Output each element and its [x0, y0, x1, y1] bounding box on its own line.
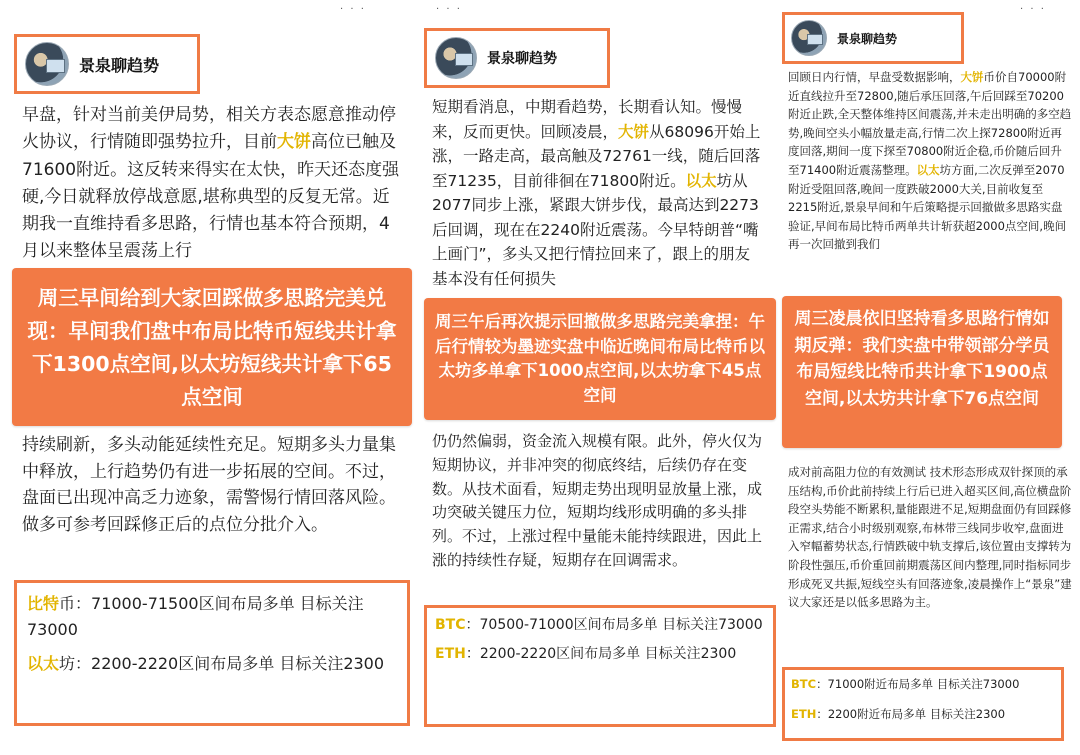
- eth-target: ETH：2200-2220区间布局多单 目标关注2300: [435, 646, 737, 662]
- avatar: [25, 42, 69, 86]
- post-paragraph-1: 早盘，针对当前美伊局势，相关方表态愿意推动停火协议，行情随即强势拉升，目前大饼高位已触及71600附近。这反转来得实在太快，昨天还态度强硬,今日就释放停战意愿,堪称典型的反复无常。近期我一直维持看多思路，行情也基本符合预期，4月以来整体呈震荡上行: [22, 105, 400, 262]
- coin-label-eth: ETH: [791, 707, 817, 721]
- coin-label-btc: BTC: [435, 617, 466, 633]
- btc-target: BTC：71000附近布局多单 目标关注73000: [791, 677, 1020, 691]
- avatar: [791, 20, 827, 56]
- eth-target: ETH：2200附近布局多单 目标关注2300: [791, 707, 1006, 721]
- author-header: [782, 12, 964, 64]
- post-paragraph-2: 成对前高阻力位的有效测试 技术形态形成双针探顶的承压结构,币价此前持续上行后已进入超买区间,高位横盘阶段空头势能不断累积,量能跟进不足,短期盘面仍有回踩修正需求,结合小时级别观察,布林带三线同步收窄,盘面进入窄幅蓄势状态,行情跌破中轨支撑后,该位置由支撑转为阶段性强压,币价重回前期震荡区间内整理,同时指标同步形成死叉共振,短线空头有回落迹象,凌晨操作上“景泉”建议大家还是以低多思路为主。: [788, 465, 1072, 610]
- top-marks: · · ·: [436, 4, 462, 15]
- coin-label-btc: 比特: [27, 594, 60, 613]
- top-marks: · · ·: [1020, 4, 1046, 15]
- trade-targets-box: [782, 667, 1064, 741]
- post-paragraph-1: 短期看消息，中期看趋势，长期看认知。慢慢来，反而更快。回顾凌晨，大饼从68096开始上涨，一路走高，最高触及72761一线，随后回落至71235，目前徘徊在71800附近。以太坊从2077同步上涨，紧跟大饼步伐，最高达到2273后回调，现在在2240附近震荡。今早特朗普“嘴上画门”，多头又把行情拉回来了，跟上的朋友基本没有任何损失: [432, 98, 761, 288]
- trade-targets-box: [14, 580, 410, 726]
- btc-target: BTC：70500-71000区间布局多单 目标关注73000: [435, 617, 763, 633]
- top-marks: · · ·: [340, 4, 366, 15]
- result-banner: 周三凌晨依旧坚持看多思路行情如期反弹：我们实盘中带领部分学员布局短线比特币共计拿下1900点空间,以太坊共计拿下76点空间: [782, 296, 1062, 448]
- post-paragraph-1: 回顾日内行情，早盘受数据影响，大饼币价自70000附近直线拉升至72800,随后承压回落,午后回踩至70200附近止跌,全天整体维持区间震荡,并未走出明确的多空趋势,晚间空头小幅放量走高,行情二次上探72800附近再度回落,期间一度下探至70800附近企稳,币价随后回升至71400附近震荡整理。以太坊方面,二次反弹至2070附近受阻回落,晚间一度跌破2000大关,目前收复至2215附近,景泉早间和午后策略提示回撤做多思路实盘验证,早间布局比特币两单共计斩获超2000点空间,晚间再一次回撤到我们: [788, 70, 1072, 252]
- post-paragraph-2: 仍仍然偏弱，资金流入规模有限。此外，停火仅为短期协议，并非冲突的彻底终结，后续仍存在变数。从技术面看，短期走势出现明显放量上涨，成功突破关键压力位，短期均线形成明确的多头排列。不过，上涨过程中量能未能持续跟进，因此上涨的持续性存疑，短期存在回调需求。: [432, 432, 763, 569]
- highlight-keyword: 大饼: [960, 70, 984, 84]
- coin-label-eth: ETH: [435, 646, 466, 662]
- post-column-1: [0, 0, 418, 755]
- highlight-keyword: 以太: [685, 171, 717, 190]
- author-name: 景泉聊趋势: [487, 51, 557, 67]
- result-banner: 周三早间给到大家回踩做多思路完美兑现：早间我们盘中布局比特币短线共计拿下1300点空间,以太坊短线共计拿下65点空间: [12, 268, 412, 426]
- author-header: [424, 28, 610, 88]
- eth-target: 以太坊：2200-2220区间布局多单 目标关注2300: [27, 654, 385, 673]
- btc-target: 比特币：71000-71500区间布局多单 目标关注73000: [27, 594, 364, 639]
- coin-label-btc: BTC: [791, 677, 817, 691]
- post-column-3: [780, 0, 1080, 755]
- result-banner: 周三午后再次提示回撤做多思路完美拿捏：午后行情较为墨迹实盘中临近晚间布局比特币以太坊多单拿下1000点空间,以太坊拿下45点空间: [424, 298, 776, 420]
- author-header: [14, 34, 200, 94]
- author-name: 景泉聊趋势: [837, 31, 898, 46]
- coin-label-eth: 以太: [27, 654, 60, 673]
- highlight-keyword: 以太: [916, 162, 940, 177]
- highlight-keyword: 大饼: [618, 122, 650, 141]
- trade-targets-box: [424, 605, 776, 727]
- avatar: [435, 37, 477, 79]
- highlight-keyword: 大饼: [277, 132, 311, 153]
- post-column-2: [418, 0, 780, 755]
- post-paragraph-2: 持续刷新，多头动能延续性充足。短期多头力量集中释放，上行趋势仍有进一步拓展的空间。不过，盘面已出现冲高乏力迹象，需警惕行情回落风险。做多可参考回踩修正后的点位分批介入。: [22, 435, 396, 535]
- author-name: 景泉聊趋势: [79, 55, 160, 75]
